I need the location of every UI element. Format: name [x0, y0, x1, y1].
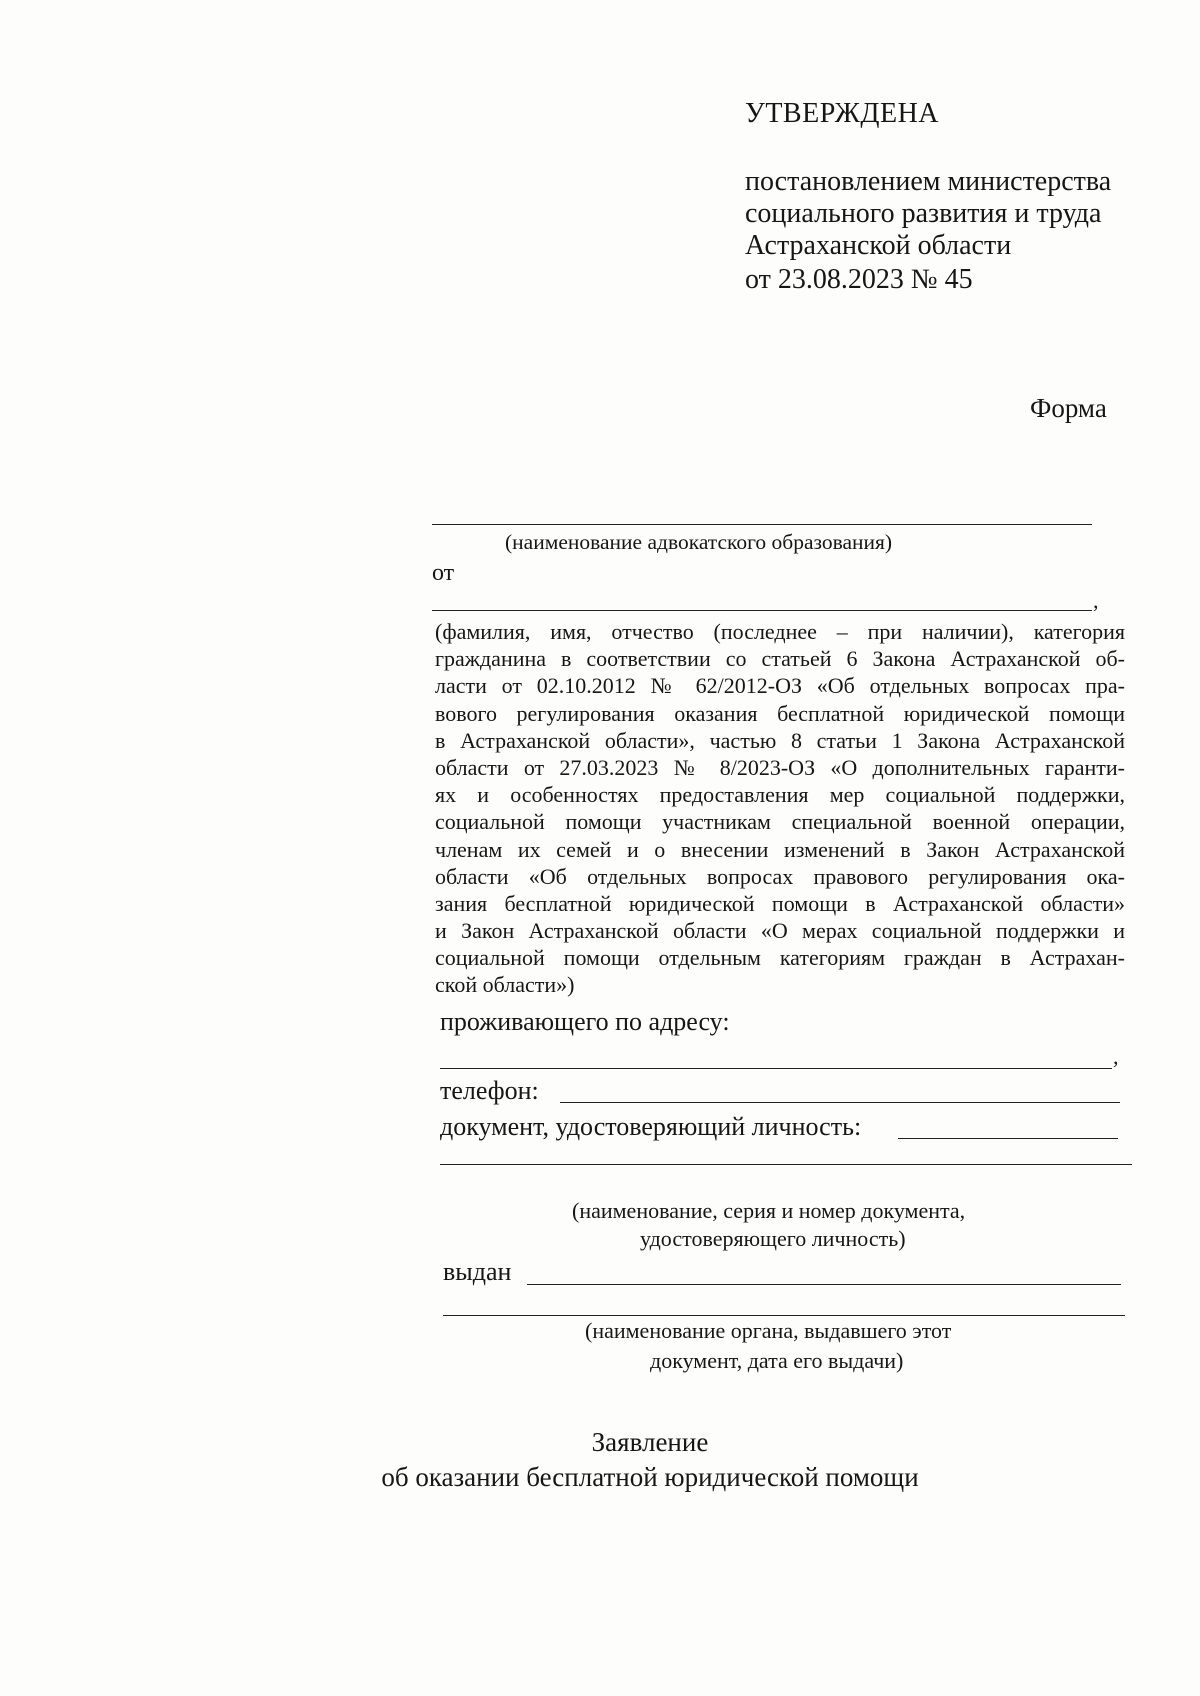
caption-line: в Астраханской области», частью 8 статьи 1 Закона Астраханской: [435, 727, 1125, 753]
caption-line: ской области»): [435, 972, 575, 998]
issued-by-field-line-2[interactable]: [443, 1315, 1125, 1316]
address-field-line[interactable]: [440, 1068, 1112, 1069]
issued-label: выдан: [443, 1257, 512, 1286]
approval-title: УТВЕРЖДЕНА: [745, 98, 940, 129]
statement-subtitle: об оказании бесплатной юридической помощи: [381, 1462, 919, 1492]
id-document-field-line-2[interactable]: [440, 1164, 1132, 1165]
statement-title: Заявление: [591, 1427, 709, 1457]
approval-line: постановлением министерства: [745, 166, 1112, 197]
issuer-caption: (наименование органа, выдавшего этот: [585, 1318, 952, 1343]
caption-line: социальной помощи отдельным категориям граждан в Астрахан-: [435, 945, 1125, 971]
caption-line: и Закон Астраханской области «О мерах социальной поддержки и: [435, 918, 1125, 944]
applicant-comma: ,: [1093, 588, 1099, 613]
form-label: Форма: [1030, 393, 1107, 423]
id-document-label: документ, удостоверяющий личность:: [440, 1112, 862, 1141]
issued-by-field-line[interactable]: [527, 1284, 1121, 1285]
caption-line: области «Об отдельных вопросах правового регулирования ока-: [435, 863, 1125, 889]
caption-line: ласти от 02.10.2012 № 62/2012-ОЗ «Об отдельных вопросах пра-: [435, 673, 1125, 699]
from-label: от: [432, 560, 455, 586]
address-label: проживающего по адресу:: [440, 1007, 730, 1036]
approval-line: социального развития и труда: [745, 198, 1102, 229]
issuer-caption: документ, дата его выдачи): [650, 1348, 904, 1373]
applicant-caption: [435, 618, 1125, 999]
id-document-caption: (наименование, серия и номер документа,: [572, 1198, 966, 1223]
phone-field-line[interactable]: [560, 1102, 1120, 1103]
caption-line: ях и особенностях предоставления мер социальной поддержки,: [435, 782, 1125, 808]
approval-line: Астраханской области: [745, 230, 1012, 261]
caption-line: области от 27.03.2023 № 8/2023-ОЗ «О дополнительных гаранти-: [435, 754, 1125, 780]
phone-label: телефон:: [440, 1076, 539, 1105]
org-name-field-line[interactable]: [432, 524, 1092, 525]
caption-line: вового регулирования оказания бесплатной юридической помощи: [435, 700, 1125, 726]
caption-line: членам их семей и о внесении изменений в Закон Астраханской: [435, 836, 1125, 862]
approval-line: от 23.08.2023 № 45: [745, 264, 973, 295]
caption-line: гражданина в соответствии со статьей 6 Закона Астраханской об-: [435, 646, 1125, 672]
id-document-caption: удостоверяющего личность): [640, 1226, 906, 1251]
caption-line: (фамилия, имя, отчество (последнее – при наличии), категория: [435, 619, 1125, 644]
org-name-caption: (наименование адвокатского образования): [505, 530, 893, 554]
caption-line: зания бесплатной юридической помощи в Астраханской области»: [435, 890, 1125, 916]
caption-line: социальной помощи участникам специальной военной операции,: [435, 809, 1125, 835]
address-comma: ,: [1113, 1044, 1119, 1069]
applicant-field-line[interactable]: [432, 610, 1092, 611]
id-document-field-line[interactable]: [898, 1138, 1118, 1139]
